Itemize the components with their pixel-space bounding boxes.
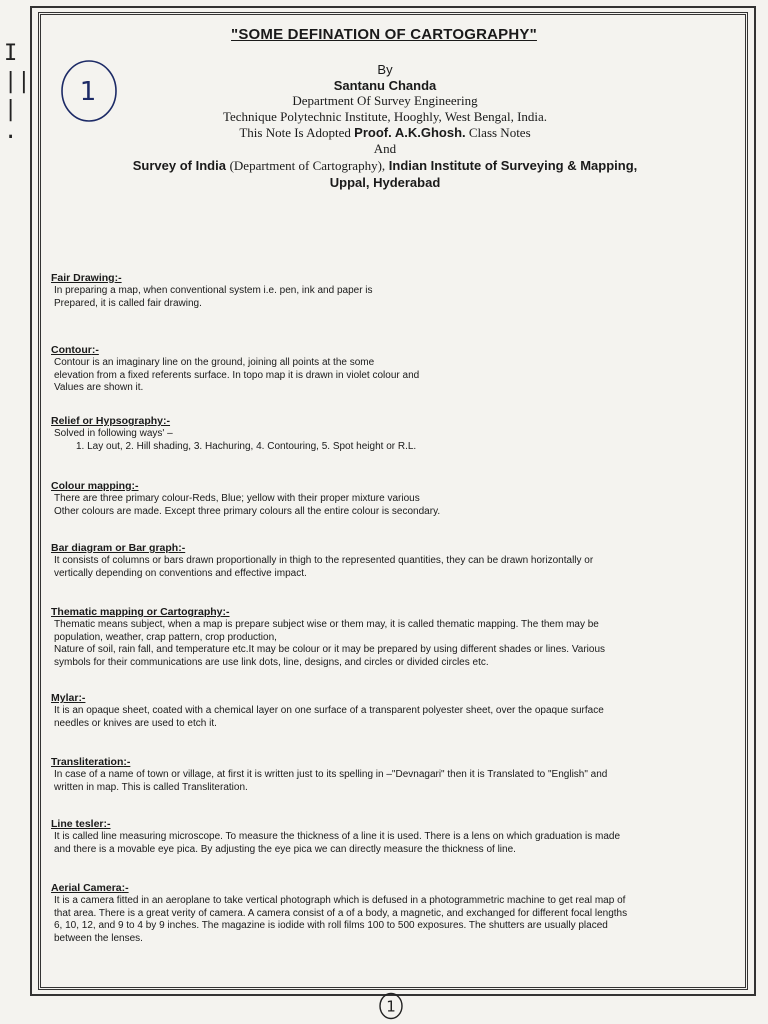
- section-text: that area. There is a great verity of camera. A camera consist of a of a body, a magnetic, and exchanged for different focal lengths: [54, 907, 628, 919]
- section-heading: Aerial Camera:-: [51, 882, 129, 894]
- department: Department Of Survey Engineering: [292, 93, 478, 108]
- survey-line: [90, 157, 680, 174]
- margin-marks: [4, 40, 31, 150]
- section-heading: Thematic mapping or Cartography:-: [51, 606, 230, 618]
- margin-mark: I: [4, 41, 18, 66]
- section-heading: Mylar:-: [51, 692, 86, 704]
- section-text: Prepared, it is called fair drawing.: [54, 297, 202, 309]
- section-list-item: 1. Lay out, 2. Hill shading, 3. Hachuring, 4. Contouring, 5. Spot height or R.L.: [76, 440, 417, 452]
- note-line: [90, 125, 680, 141]
- section-text: symbols for their communications are use link dots, line, designs, and circles or divided circles etc.: [54, 656, 489, 668]
- section-mylar: [51, 692, 711, 756]
- definitions-content: [51, 272, 711, 945]
- institute-name: Indian Institute of Surveying & Mapping,: [388, 158, 638, 173]
- section-text: 6, 10, 12, and 9 to 4 by 9 inches. The magazine is iodide with roll films 100 to 500 exposures. The shutters are usually placed: [54, 920, 608, 931]
- section-text: It is a camera fitted in an aeroplane to take vertical photograph which is defused in a photogrammetric machine to get real map of: [54, 895, 626, 906]
- section-contour: [51, 344, 711, 415]
- circled-number-text: 1: [79, 77, 97, 107]
- section-text: Thematic means subject, when a map is prepare subject wise or them may, it is called thematic mapping. The them may be: [54, 619, 599, 630]
- page-number-annotation: [378, 992, 404, 1020]
- section-text: and there is a movable eye pica. By adjusting the eye pica we can directly measure the thickness of line.: [54, 843, 516, 855]
- section-text: written in map. This is called Transliteration.: [54, 781, 248, 793]
- section-fair-drawing: [51, 272, 711, 344]
- section-heading: Colour mapping:-: [51, 480, 139, 492]
- section-text: Values are shown it.: [54, 382, 144, 393]
- section-transliteration: [51, 756, 711, 818]
- section-relief: [51, 415, 711, 480]
- section-text: In case of a name of town or village, at first it is written just to its spelling in –"Devnagari" then it is Translated to "English" and: [54, 769, 608, 780]
- section-text: Solved in following ways' –: [54, 428, 173, 439]
- survey-department: (Department of Cartography),: [229, 158, 386, 173]
- section-text: It is called line measuring microscope. To measure the thickness of a line it is used. There is a lens on which graduation is made: [54, 831, 621, 842]
- section-bar-diagram: [51, 542, 711, 606]
- by-line: By: [377, 62, 393, 77]
- section-text: population, weather, crap pattern, crop production,: [54, 631, 277, 643]
- section-text: vertically depending on conventions and effective impact.: [54, 567, 307, 579]
- section-heading: Contour:-: [51, 344, 99, 356]
- institute: Technique Polytechnic Institute, Hooghly, West Bengal, India.: [222, 109, 548, 124]
- survey-name: Survey of India: [132, 158, 226, 173]
- section-line-tesler: [51, 818, 711, 882]
- note-prefix: This Note Is Adopted: [239, 125, 351, 140]
- section-text: between the lenses.: [54, 932, 143, 944]
- section-text: It is an opaque sheet, coated with a chemical layer on one surface of a transparent polyester sheet, over the opaque surface: [54, 705, 604, 716]
- section-text: elevation from a fixed referents surface. In topo map it is drawn in violet colour and: [54, 369, 420, 381]
- note-author: Proof. A.K.Ghosh.: [354, 125, 466, 140]
- section-thematic-mapping: [51, 606, 711, 692]
- and-line: And: [373, 141, 397, 156]
- page-number-text: 1: [386, 997, 396, 1016]
- document-title: "SOME DEFINATION OF CARTOGRAPHY": [231, 26, 537, 43]
- section-heading: Line tesler:-: [51, 818, 111, 830]
- section-text: There are three primary colour-Reds, Blue; yellow with their proper mixture various: [54, 493, 420, 504]
- section-heading: Bar diagram or Bar graph:-: [51, 542, 186, 554]
- section-heading: Transliteration:-: [51, 756, 131, 768]
- section-heading: Fair Drawing:-: [51, 272, 122, 284]
- section-text: It consists of columns or bars drawn proportionally in thigh to the represented quantities, they can be drawn horizontally or: [54, 555, 594, 566]
- section-aerial-camera: [51, 882, 711, 945]
- city: Uppal, Hyderabad: [329, 175, 441, 190]
- margin-mark: ||: [4, 69, 31, 94]
- section-heading: Relief or Hypsography:-: [51, 415, 171, 427]
- section-text: Contour is an imaginary line on the ground, joining all points at the some: [54, 357, 375, 368]
- margin-mark: |·: [4, 97, 18, 150]
- section-colour-mapping: [51, 480, 711, 542]
- section-text: Nature of soil, rain fall, and temperature etc.It may be colour or it may be prepared by using different shades or lines. Various: [54, 644, 606, 655]
- author-name: Santanu Chanda: [333, 78, 437, 93]
- section-text: Other colours are made. Except three primary colours all the entire colour is secondary.: [54, 505, 441, 517]
- note-suffix: Class Notes: [468, 125, 531, 140]
- header-block: [90, 62, 680, 191]
- section-text: In preparing a map, when conventional system i.e. pen, ink and paper is: [54, 285, 373, 296]
- section-text: needles or knives are used to etch it.: [54, 717, 217, 729]
